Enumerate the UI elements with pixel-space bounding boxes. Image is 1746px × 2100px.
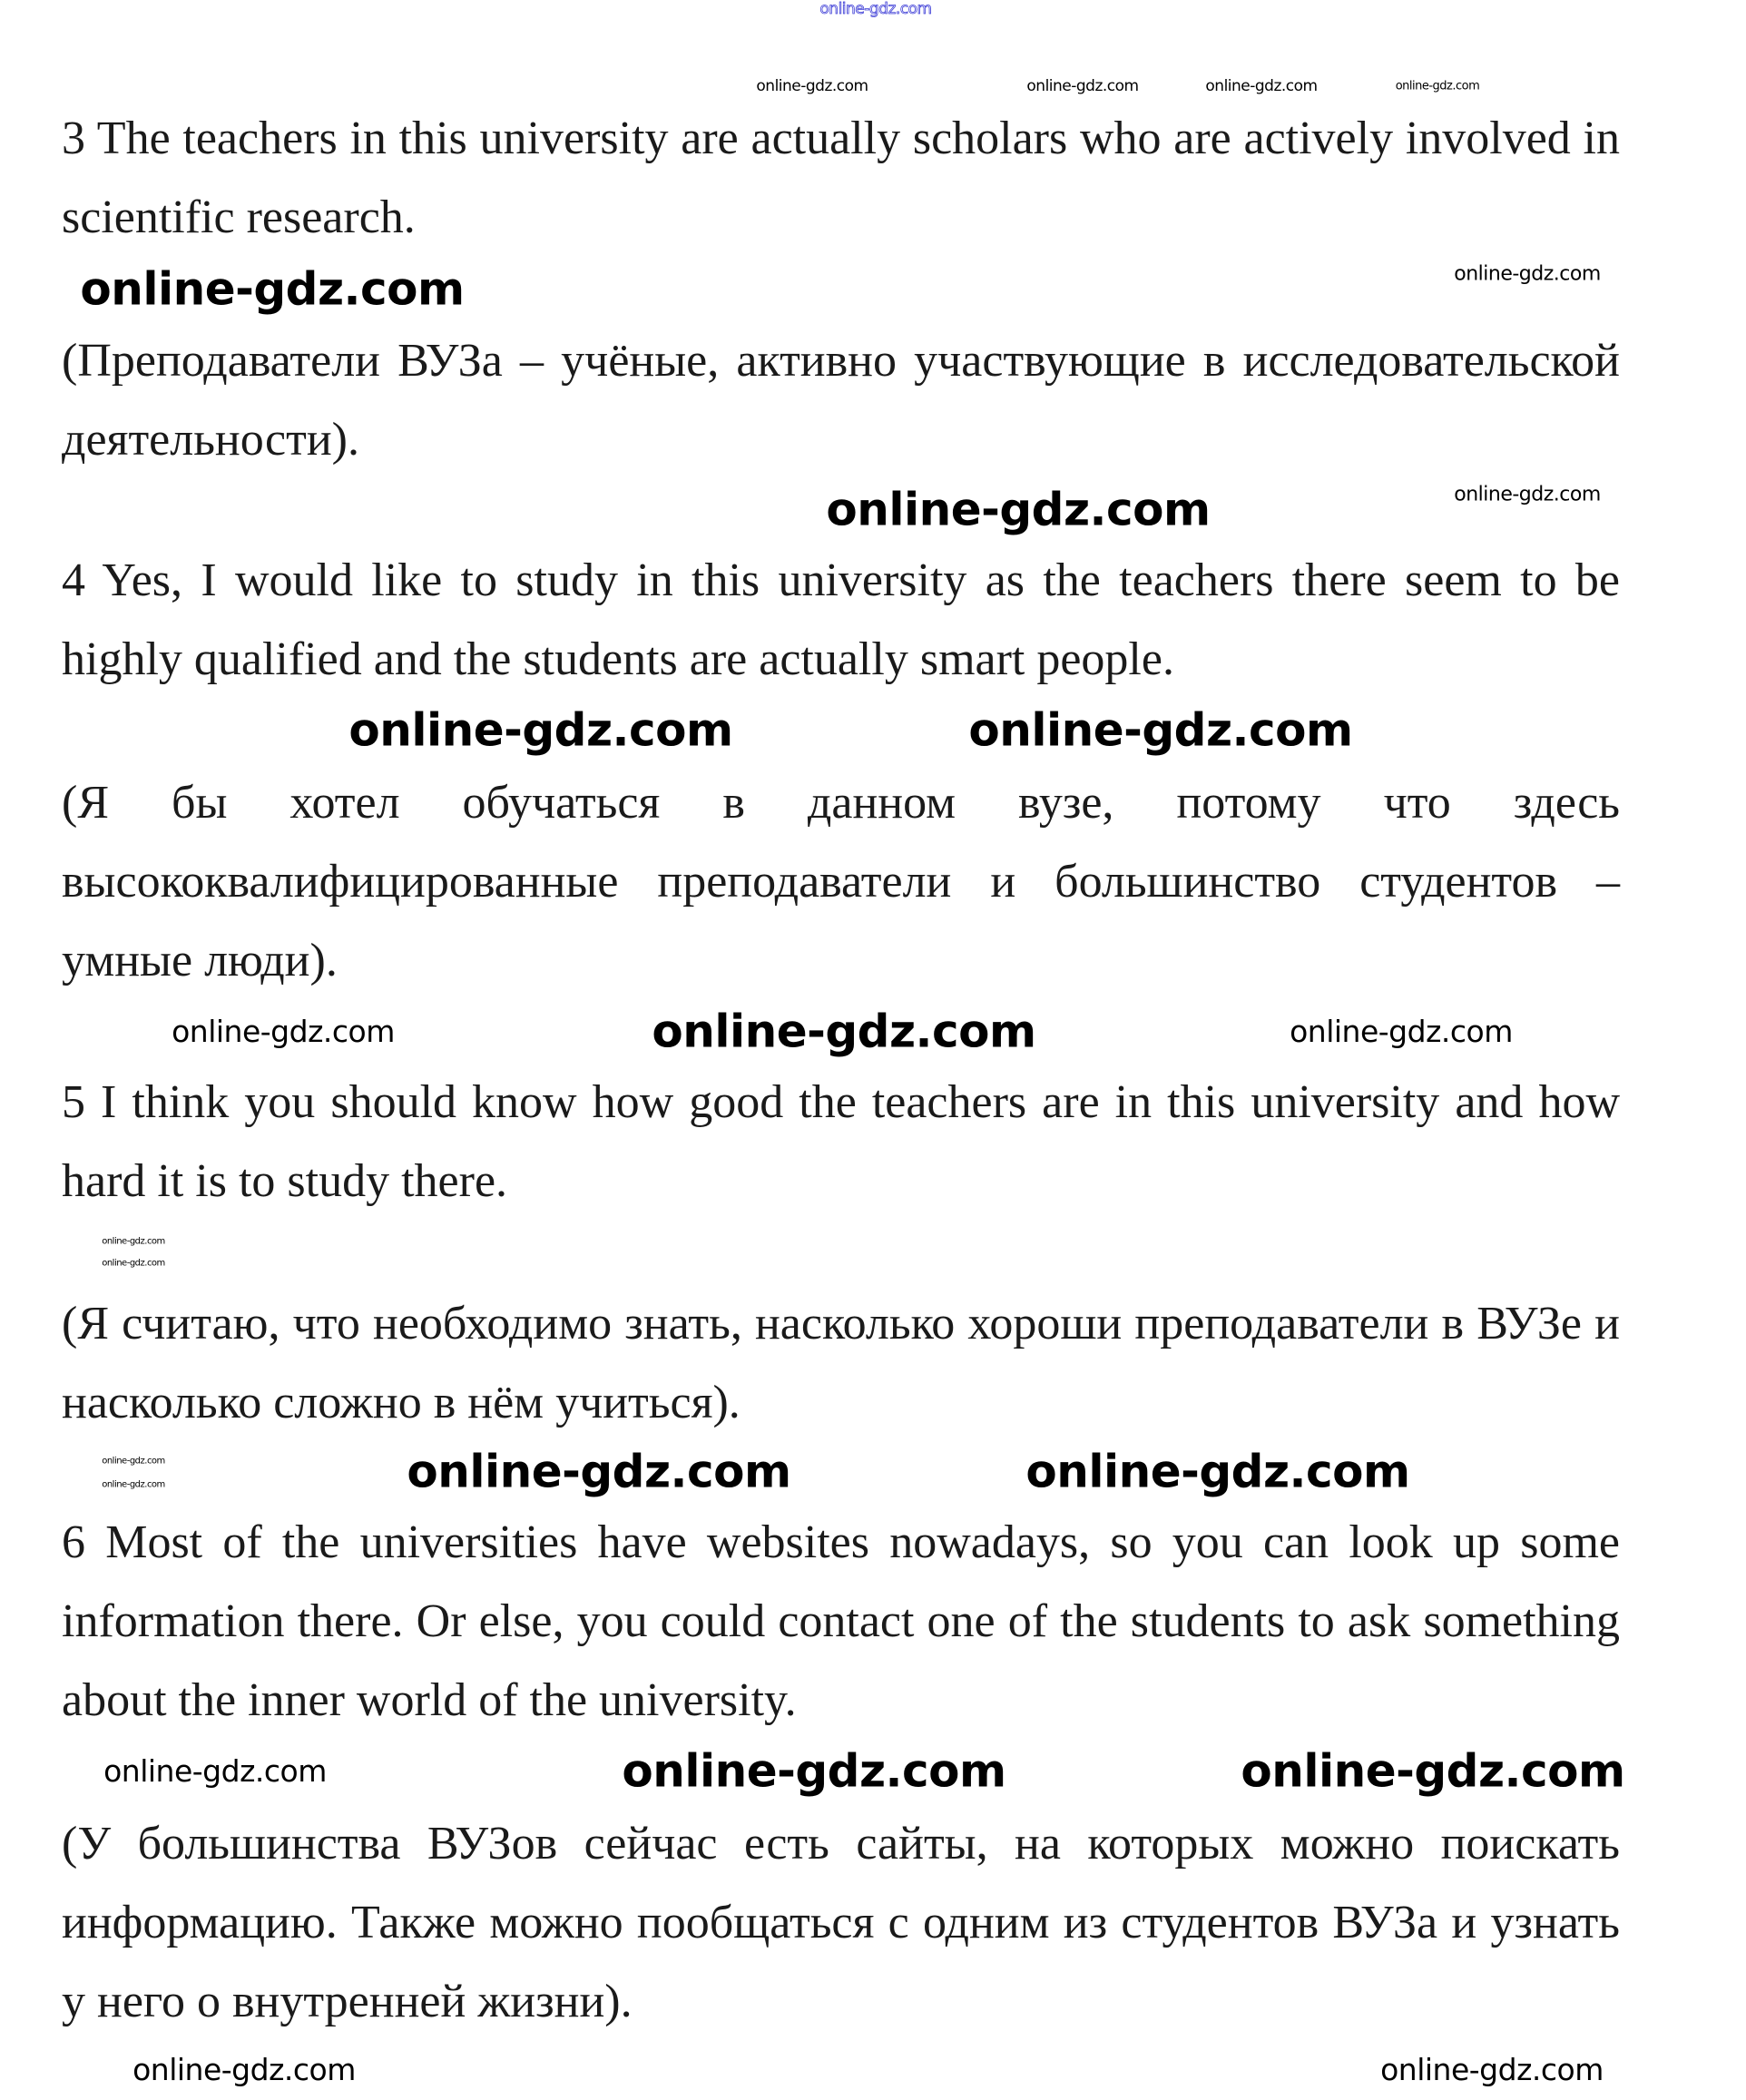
answer-6-english: 6 Most of the universities have websites nowadays, so you can look up some information there. Or else, you could contact one of the students to ask something about the inner world of the university. [62, 1516, 1620, 1726]
watermark: online-gdz.com [407, 1445, 791, 1498]
watermark: online-gdz.com [1241, 1744, 1625, 1798]
watermark: online-gdz.com [80, 262, 465, 316]
answer-5-english: 5 I think you should know how good the teachers are in this university and how hard it is to study there. [62, 1076, 1620, 1207]
answer-4-russian: (Я бы хотел обучаться в данном вузе, потому что здесь высококвалифицированные преподаватели и большинство студентов – умные люди). [62, 777, 1620, 986]
answer-3-english: 3 The teachers in this university are actually scholars who are actively involved in scientific research. [62, 113, 1620, 243]
watermark: online-gdz.com [1025, 1445, 1410, 1498]
watermark: online-gdz.com [1395, 79, 1480, 93]
watermark: online-gdz.com [1454, 262, 1601, 286]
watermark: online-gdz.com [102, 1456, 165, 1467]
watermark: online-gdz.com [1380, 2052, 1604, 2088]
answer-5-russian: (Я считаю, что необходимо знать, насколько хороши преподаватели в ВУЗе и насколько сложно в нём учиться). [62, 1298, 1620, 1428]
watermark: online-gdz.com [1026, 77, 1139, 96]
watermark: online-gdz.com [348, 703, 733, 757]
watermark: online-gdz.com [652, 1005, 1036, 1058]
watermark: online-gdz.com [102, 1479, 165, 1490]
watermark: online-gdz.com [756, 77, 868, 96]
watermark: online-gdz.com [103, 1753, 327, 1790]
watermark: online-gdz.com [102, 1236, 165, 1247]
answer-4-english: 4 Yes, I would like to study in this university as the teachers there seem to be highly qualified and the students are actually smart people. [62, 554, 1620, 685]
watermark: online-gdz.com [1454, 483, 1601, 506]
watermark: online-gdz.com [968, 703, 1353, 757]
watermark: online-gdz.com [1205, 77, 1318, 96]
watermark: online-gdz.com [132, 2052, 356, 2088]
watermark: online-gdz.com [172, 1014, 395, 1050]
answer-6-russian: (У большинства ВУЗов сейчас есть сайты, на которых можно поискать информацию. Также можно пообщаться с одним из студентов ВУЗа и узнать у него о внутренней жизни). [62, 1818, 1620, 2027]
watermark: online-gdz.com [1290, 1014, 1513, 1050]
watermark: online-gdz.com [622, 1744, 1006, 1798]
answer-3-russian: (Преподаватели ВУЗа – учёные, активно участвующие в исследовательской деятельности). [62, 335, 1620, 466]
watermark: online-gdz.com [819, 0, 932, 19]
watermark: online-gdz.com [826, 483, 1211, 536]
watermark: online-gdz.com [102, 1258, 165, 1269]
